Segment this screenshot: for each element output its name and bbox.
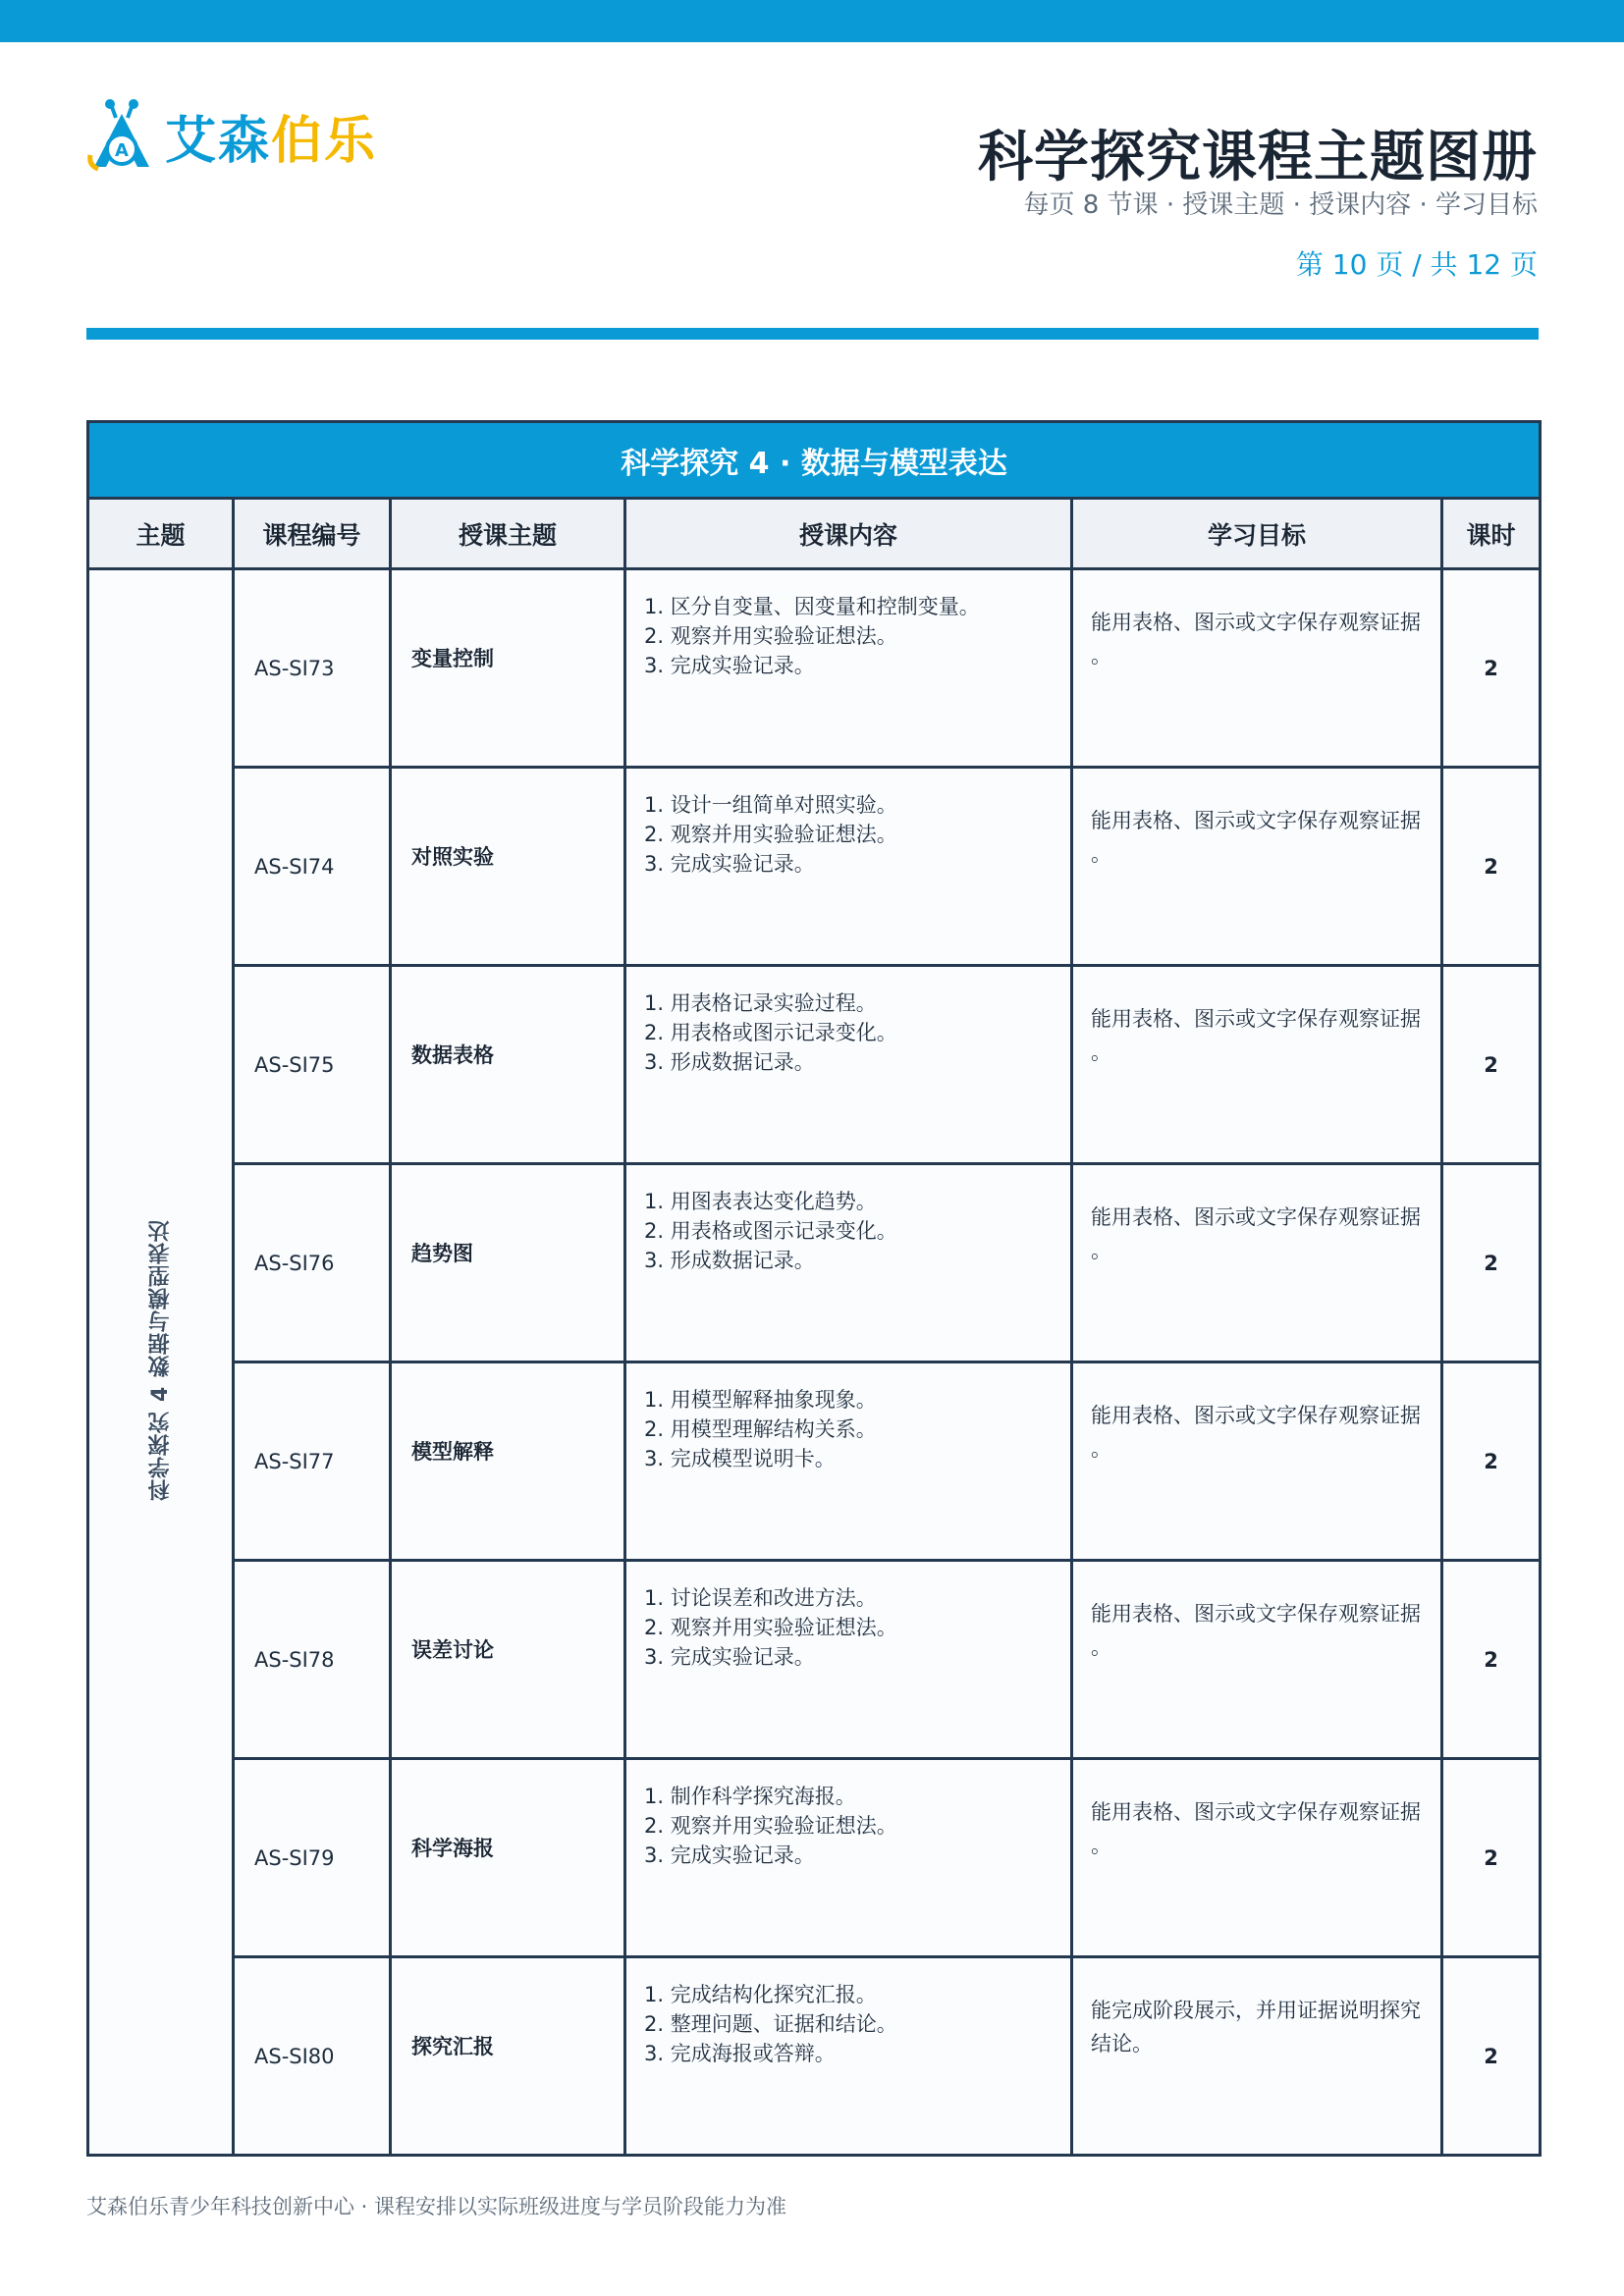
content-line: 3. 形成数据记录。 bbox=[644, 1249, 815, 1272]
course-hours: 2 bbox=[1442, 1362, 1541, 1561]
course-topic: 探究汇报 bbox=[391, 1957, 625, 2156]
goal-line: 。 bbox=[1091, 1437, 1111, 1461]
table-row bbox=[88, 1362, 1541, 1561]
content-line: 3. 完成模型说明卡。 bbox=[644, 1447, 836, 1470]
theme-cell bbox=[88, 569, 234, 2156]
document-subtitle: 每页 8 节课 · 授课主题 · 授课内容 · 学习目标 bbox=[1023, 190, 1538, 220]
content-line: 3. 完成实验记录。 bbox=[644, 654, 815, 677]
brand-name bbox=[165, 99, 377, 173]
column-header: 课程编号 bbox=[234, 499, 391, 569]
goal-line: 。 bbox=[1091, 842, 1111, 866]
table-row bbox=[88, 966, 1541, 1164]
course-topic: 数据表格 bbox=[391, 966, 625, 1164]
content-line: 2. 观察并用实验验证想法。 bbox=[644, 823, 897, 846]
content-line: 2. 用表格或图示记录变化。 bbox=[644, 1219, 897, 1243]
content-line: 2. 用模型理解结构关系。 bbox=[644, 1417, 877, 1441]
goal-line: 能用表格、图示或文字保存观察证据 bbox=[1091, 1404, 1421, 1427]
content-line: 1. 区分自变量、因变量和控制变量。 bbox=[644, 595, 980, 618]
learning-goal bbox=[1072, 1759, 1442, 1957]
course-code: AS-SI73 bbox=[234, 569, 391, 768]
goal-line: 能用表格、图示或文字保存观察证据 bbox=[1091, 1800, 1421, 1824]
goal-line: 能用表格、图示或文字保存观察证据 bbox=[1091, 1602, 1421, 1626]
course-topic: 模型解释 bbox=[391, 1362, 625, 1561]
content-line: 1. 讨论误差和改进方法。 bbox=[644, 1586, 877, 1610]
course-hours: 2 bbox=[1442, 569, 1541, 768]
column-header: 学习目标 bbox=[1072, 499, 1442, 569]
table-row bbox=[88, 1561, 1541, 1759]
course-code: AS-SI79 bbox=[234, 1759, 391, 1957]
course-hours: 2 bbox=[1442, 1957, 1541, 2156]
course-content bbox=[625, 768, 1072, 966]
goal-line: 。 bbox=[1091, 1239, 1111, 1262]
course-content bbox=[625, 1957, 1072, 2156]
goal-line: 。 bbox=[1091, 1834, 1111, 1857]
svg-text:A: A bbox=[115, 140, 129, 161]
content-line: 1. 用图表表达变化趋势。 bbox=[644, 1190, 877, 1213]
content-line: 1. 制作科学探究海报。 bbox=[644, 1785, 856, 1808]
course-topic: 误差讨论 bbox=[391, 1561, 625, 1759]
table-row bbox=[88, 1164, 1541, 1362]
column-header: 授课主题 bbox=[391, 499, 625, 569]
table-row bbox=[88, 569, 1541, 768]
course-topic: 趋势图 bbox=[391, 1164, 625, 1362]
course-content bbox=[625, 569, 1072, 768]
content-line: 1. 设计一组简单对照实验。 bbox=[644, 793, 897, 817]
content-line: 3. 形成数据记录。 bbox=[644, 1050, 815, 1074]
goal-line: 能用表格、图示或文字保存观察证据 bbox=[1091, 1007, 1421, 1031]
table-caption: 科学探究 4 · 数据与模型表达 bbox=[88, 422, 1541, 499]
course-code: AS-SI80 bbox=[234, 1957, 391, 2156]
course-hours: 2 bbox=[1442, 1561, 1541, 1759]
content-line: 1. 用模型解释抽象现象。 bbox=[644, 1388, 877, 1412]
column-header: 主题 bbox=[88, 499, 234, 569]
course-topic: 变量控制 bbox=[391, 569, 625, 768]
learning-goal bbox=[1072, 966, 1442, 1164]
content-line: 2. 观察并用实验验证想法。 bbox=[644, 1616, 897, 1639]
goal-line: 能用表格、图示或文字保存观察证据 bbox=[1091, 611, 1421, 634]
goal-line: 结论。 bbox=[1091, 2032, 1153, 2056]
brand-logo bbox=[86, 96, 377, 175]
content-line: 2. 用表格或图示记录变化。 bbox=[644, 1021, 897, 1044]
content-line: 3. 完成实验记录。 bbox=[644, 852, 815, 876]
footer-note: 艾森伯乐青少年科技创新中心 · 课程安排以实际班级进度与学员阶段能力为准 bbox=[86, 2195, 787, 2218]
goal-line: 。 bbox=[1091, 644, 1111, 667]
content-line: 1. 用表格记录实验过程。 bbox=[644, 991, 877, 1015]
goal-line: 能完成阶段展示，并用证据说明探究 bbox=[1091, 1999, 1421, 2022]
page-indicator: 第 10 页 / 共 12 页 bbox=[1295, 248, 1538, 281]
header-divider bbox=[86, 328, 1539, 340]
content-line: 3. 完成海报或答辩。 bbox=[644, 2042, 836, 2065]
column-header: 课时 bbox=[1442, 499, 1541, 569]
course-content bbox=[625, 966, 1072, 1164]
course-code: AS-SI75 bbox=[234, 966, 391, 1164]
content-line: 2. 整理问题、证据和结论。 bbox=[644, 2012, 897, 2036]
course-content bbox=[625, 1164, 1072, 1362]
column-header: 授课内容 bbox=[625, 499, 1072, 569]
content-line: 1. 完成结构化探究汇报。 bbox=[644, 1983, 877, 2006]
brand-name-part2: 伯乐 bbox=[271, 111, 378, 171]
table-header-row bbox=[88, 499, 1541, 569]
content-line: 3. 完成实验记录。 bbox=[644, 1843, 815, 1867]
course-code: AS-SI76 bbox=[234, 1164, 391, 1362]
course-hours: 2 bbox=[1442, 1164, 1541, 1362]
goal-line: 。 bbox=[1091, 1635, 1111, 1659]
brand-name-part1: 艾森 bbox=[165, 111, 272, 171]
course-topic: 对照实验 bbox=[391, 768, 625, 966]
table-row bbox=[88, 1957, 1541, 2156]
content-line: 2. 观察并用实验验证想法。 bbox=[644, 1814, 897, 1838]
course-content bbox=[625, 1362, 1072, 1561]
robot-a-logo-icon bbox=[86, 96, 157, 175]
theme-label: 科学探究 4 数据与模型表达 bbox=[148, 1218, 173, 1501]
course-hours: 2 bbox=[1442, 966, 1541, 1164]
learning-goal bbox=[1072, 1561, 1442, 1759]
learning-goal bbox=[1072, 1957, 1442, 2156]
table-row bbox=[88, 1759, 1541, 1957]
top-accent-bar bbox=[0, 0, 1624, 42]
course-topic: 科学海报 bbox=[391, 1759, 625, 1957]
document-title: 科学探究课程主题图册 bbox=[978, 126, 1538, 189]
course-code: AS-SI78 bbox=[234, 1561, 391, 1759]
goal-line: 能用表格、图示或文字保存观察证据 bbox=[1091, 1205, 1421, 1229]
learning-goal bbox=[1072, 1362, 1442, 1561]
course-hours: 2 bbox=[1442, 1759, 1541, 1957]
course-hours: 2 bbox=[1442, 768, 1541, 966]
course-table bbox=[86, 420, 1542, 2157]
course-code: AS-SI77 bbox=[234, 1362, 391, 1561]
goal-line: 。 bbox=[1091, 1041, 1111, 1064]
course-code: AS-SI74 bbox=[234, 768, 391, 966]
learning-goal bbox=[1072, 768, 1442, 966]
learning-goal bbox=[1072, 569, 1442, 768]
learning-goal bbox=[1072, 1164, 1442, 1362]
table-row bbox=[88, 768, 1541, 966]
content-line: 2. 观察并用实验验证想法。 bbox=[644, 624, 897, 648]
content-line: 3. 完成实验记录。 bbox=[644, 1645, 815, 1669]
goal-line: 能用表格、图示或文字保存观察证据 bbox=[1091, 809, 1421, 832]
course-content bbox=[625, 1759, 1072, 1957]
course-content bbox=[625, 1561, 1072, 1759]
